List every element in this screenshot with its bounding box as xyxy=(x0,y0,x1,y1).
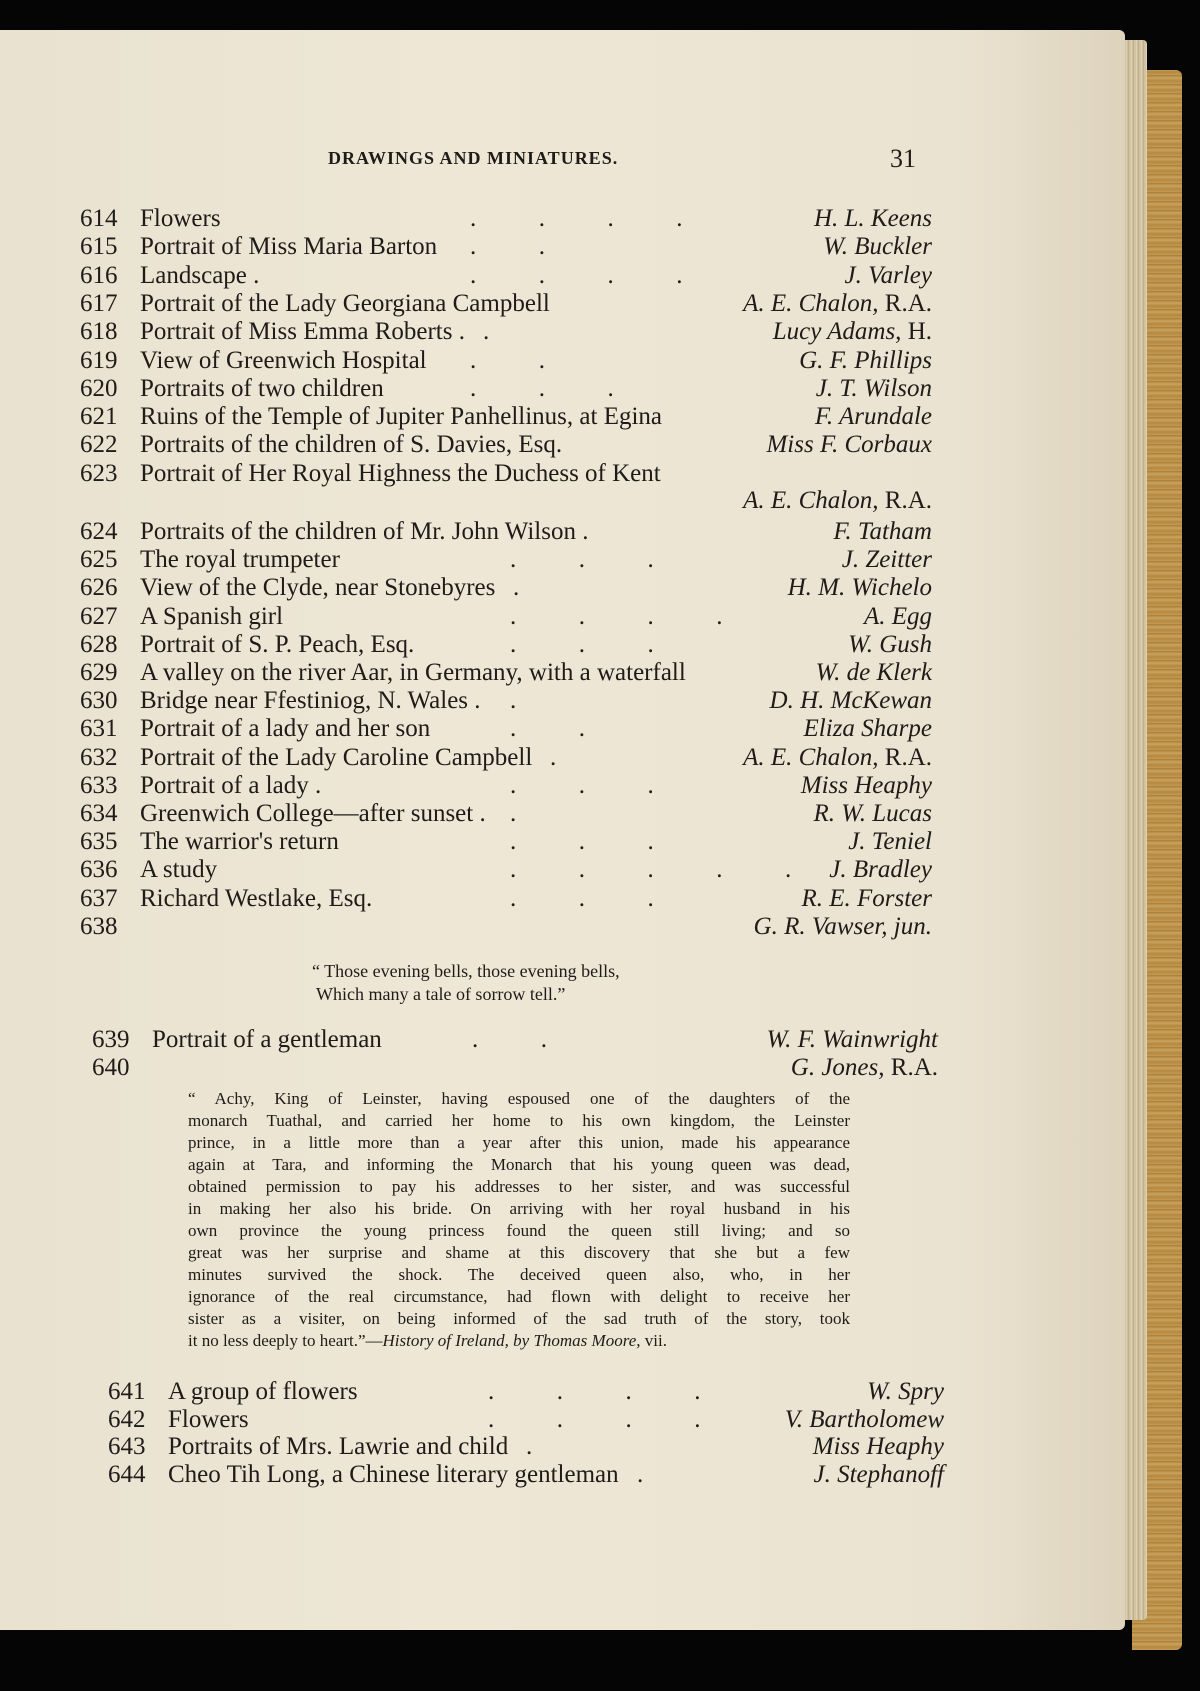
entry-title: View of the Clyde, near Stonebyres xyxy=(140,574,496,602)
entry-title: Ruins of the Temple of Jupiter Panhellinus, at Egina xyxy=(140,403,663,431)
leader-dots: . . . xyxy=(510,630,654,658)
entry-number: 637 xyxy=(80,884,118,912)
entry-number: 628 xyxy=(80,630,118,658)
catalogue-entry xyxy=(80,913,932,941)
entry-artist: J. Zeitter xyxy=(841,546,932,574)
entry-artist: Eliza Sharpe xyxy=(803,715,932,743)
catalogue-entry xyxy=(80,431,932,459)
page-stack-edge xyxy=(1125,40,1147,1620)
catalogue-entry xyxy=(108,1433,944,1461)
entry-number: 642 xyxy=(108,1405,146,1433)
entry-number: 639 xyxy=(92,1026,130,1053)
entry-number: 615 xyxy=(80,233,118,261)
page-number: 31 xyxy=(890,144,916,173)
leader-dots: . . xyxy=(470,346,545,374)
leader-dots: . . xyxy=(470,233,545,261)
entry-number: 630 xyxy=(80,687,118,715)
leader-dots: . . xyxy=(472,1026,547,1053)
catalogue-entry xyxy=(108,1378,944,1406)
prose-line: obtained permission to pay his addresses to her sister, and was successful xyxy=(188,1177,850,1196)
entry-title: Portraits of two children xyxy=(140,374,384,402)
entry-artist: J. Stephanoff xyxy=(813,1460,944,1488)
entry-title: A valley on the river Aar, in Germany, with a waterfall xyxy=(140,659,686,686)
leader-dots: . . xyxy=(510,715,585,743)
entry-title: The royal trumpeter xyxy=(140,546,340,574)
entry-number: 624 xyxy=(80,518,118,545)
catalogue-entry xyxy=(80,744,932,772)
catalogue-entry xyxy=(80,233,932,261)
entry-artist: A. E. Chalon, R.A. xyxy=(743,487,932,514)
leader-dots: . . . xyxy=(510,828,654,856)
entry-number: 640 xyxy=(92,1054,130,1081)
catalogue-entry xyxy=(80,347,932,375)
leader-dots: . . . . xyxy=(470,205,683,232)
verse-line: Which many a tale of sorrow tell.” xyxy=(316,984,566,1004)
catalogue-entry xyxy=(80,375,932,403)
entry-title: Portrait of a lady . xyxy=(140,771,322,799)
leader-dots: . . . xyxy=(510,546,654,574)
prose-line: own province the young princess found the queen still living; and so xyxy=(188,1221,850,1240)
catalogue-entry xyxy=(80,574,932,602)
citation: History of Ireland, by Thomas Moore, xyxy=(382,1331,641,1350)
entry-artist: J. Teniel xyxy=(848,828,932,856)
catalogue-entry xyxy=(80,318,932,346)
catalogue-entry xyxy=(108,1406,944,1434)
entry-number: 622 xyxy=(80,431,118,459)
entry-number: 618 xyxy=(80,318,118,346)
entry-number: 638 xyxy=(80,912,118,940)
catalogue-entry xyxy=(80,403,932,431)
catalogue-entry xyxy=(80,772,932,800)
entry-number: 621 xyxy=(80,403,118,431)
entry-number: 635 xyxy=(80,828,118,856)
leader-dots: . . . . xyxy=(470,261,683,289)
entry-artist: G. R. Vawser, jun. xyxy=(753,912,932,940)
leader-dots: . . . . xyxy=(488,1405,701,1433)
leader-dots: . . . . . xyxy=(510,856,792,884)
entry-number: 644 xyxy=(108,1460,146,1488)
entry-title: Portrait of the Lady Georgiana Campbell xyxy=(140,289,550,317)
entry-title: Portrait of Miss Maria Barton xyxy=(140,233,438,261)
entry-artist: D. H. McKewan xyxy=(769,687,932,715)
catalogue-entry xyxy=(80,290,932,318)
entry-number: 643 xyxy=(108,1433,146,1460)
entry-title: Richard Westlake, Esq. xyxy=(140,884,373,912)
leader-dots: . xyxy=(510,800,517,827)
catalogue-entry xyxy=(80,262,932,290)
entry-number: 616 xyxy=(80,261,118,289)
entry-artist: Miss Heaphy xyxy=(812,1433,944,1460)
entry-artist: F. Arundale xyxy=(814,403,932,431)
prose-line: minutes survived the shock. The deceived queen also, who, in her xyxy=(188,1265,850,1284)
entry-artist: V. Bartholomew xyxy=(784,1405,944,1433)
entry-artist: W. Spry xyxy=(867,1378,944,1405)
prose-line: prince, in a little more than a year after this union, made his appearance xyxy=(188,1133,850,1152)
entry-number: 625 xyxy=(80,546,118,574)
entry-title: A study xyxy=(140,856,218,884)
prose-line: in making her also his bride. On arriving with her royal husband in his xyxy=(188,1199,850,1218)
entry-title: Flowers xyxy=(140,205,221,232)
entry-artist: H. L. Keens xyxy=(813,205,932,232)
entry-title: Portraits of Mrs. Lawrie and child xyxy=(168,1433,509,1460)
entry-artist: R. E. Forster xyxy=(801,884,932,912)
entry-number: 626 xyxy=(80,574,118,602)
leader-dots: . . . xyxy=(510,771,654,799)
entry-title: Portraits of the children of S. Davies, Esq. xyxy=(140,431,563,459)
leader-dots: . . . xyxy=(510,884,654,912)
prose-quotation xyxy=(188,1088,850,1352)
catalogue-entry xyxy=(80,631,932,659)
entry-number: 620 xyxy=(80,374,118,402)
entry-artist: Miss Heaphy xyxy=(800,771,932,799)
entry-number: 633 xyxy=(80,771,118,799)
catalogue-entry xyxy=(80,460,932,488)
catalogue-entry xyxy=(80,800,932,828)
entry-title: Bridge near Ffestiniog, N. Wales . xyxy=(140,687,481,715)
entry-number: 623 xyxy=(80,459,118,487)
entry-title: View of Greenwich Hospital xyxy=(140,346,427,374)
entry-title: Portrait of Her Royal Highness the Duchess of Kent xyxy=(140,459,661,487)
entry-title: Landscape . xyxy=(140,261,260,289)
entry-artist: G. F. Phillips xyxy=(799,346,932,374)
catalogue-entry xyxy=(80,205,932,233)
entry-artist: J. Varley xyxy=(844,261,932,289)
prose-lines xyxy=(188,1088,850,1330)
entry-title: Cheo Tih Long, a Chinese literary gentleman xyxy=(168,1460,619,1488)
catalogue-entry xyxy=(80,603,932,631)
entry-artist: J. Bradley xyxy=(829,856,932,884)
entry-number: 627 xyxy=(80,602,118,630)
entry-artist: G. Jones, R.A. xyxy=(790,1054,938,1081)
catalogue-entry xyxy=(80,828,932,856)
entry-artist: F. Tatham xyxy=(833,518,932,545)
leader-dots: . xyxy=(637,1460,644,1488)
entry-artist: W. Gush xyxy=(848,630,932,658)
entry-artist: W. F. Wainwright xyxy=(766,1026,938,1053)
entry-number: 634 xyxy=(80,800,118,827)
catalogue-entry xyxy=(80,856,932,884)
verse-quotation xyxy=(312,960,620,1006)
entry-artist: W. Buckler xyxy=(823,233,932,261)
entry-number: 632 xyxy=(80,743,118,771)
entry-title: Greenwich College—after sunset . xyxy=(140,800,486,827)
leader-dots: . . . . xyxy=(488,1378,701,1405)
prose-line: sister as a visiter, on being informed of the sad truth of the story, took xyxy=(188,1309,850,1328)
entry-number: 619 xyxy=(80,346,118,374)
catalogue-entry xyxy=(92,1054,938,1082)
catalogue-entry xyxy=(80,715,932,743)
catalogue-entry xyxy=(92,1026,938,1054)
entry-artist: A. Egg xyxy=(863,602,932,630)
entry-artist: A. E. Chalon, R.A. xyxy=(743,743,932,771)
entry-title: A Spanish girl xyxy=(140,602,284,630)
entry-artist: Miss F. Corbaux xyxy=(766,431,932,459)
entry-title: Portrait of S. P. Peach, Esq. xyxy=(140,630,415,658)
prose-last-line: it no less deeply to heart.”—History of Ireland, by Thomas Moore, vii. xyxy=(188,1331,667,1350)
catalogue-entry xyxy=(108,1461,944,1489)
page-header xyxy=(0,144,1125,180)
entry-artist: Lucy Adams, H. xyxy=(772,318,932,346)
entry-title: Portrait of a lady and her son xyxy=(140,715,431,743)
entry-number: 641 xyxy=(108,1378,146,1405)
entry-number: 631 xyxy=(80,715,118,743)
entry-title: A group of flowers xyxy=(168,1378,358,1405)
catalogue-entry-623-artist-line xyxy=(80,487,932,515)
leader-dots: . xyxy=(550,743,557,771)
leader-dots: . xyxy=(526,1433,533,1460)
entry-artist: R. W. Lucas xyxy=(813,800,932,827)
entry-artist: H. M. Wichelo xyxy=(787,574,932,602)
leader-dots: . . . xyxy=(470,374,614,402)
prose-line: again at Tara, and informing the Monarch that his young queen was dead, xyxy=(188,1155,850,1174)
entry-title: Flowers xyxy=(168,1405,249,1433)
entry-number: 614 xyxy=(80,205,118,232)
prose-line: great was her surprise and shame at this discovery that she but a few xyxy=(188,1243,850,1262)
prose-line: monarch Tuathal, and carried her home to his own kingdom, the Leinster xyxy=(188,1111,850,1130)
catalogue-entry xyxy=(80,546,932,574)
entry-number: 617 xyxy=(80,289,118,317)
entry-artist: J. T. Wilson xyxy=(815,374,932,402)
entry-title: Portrait of the Lady Caroline Campbell xyxy=(140,743,533,771)
catalogue-entry xyxy=(80,885,932,913)
entry-number: 629 xyxy=(80,659,118,686)
catalogue-entry xyxy=(80,659,932,687)
leader-dots: . xyxy=(510,687,517,715)
prose-line: ignorance of the real circumstance, had flown with delight to receive her xyxy=(188,1287,850,1306)
catalogue-entry xyxy=(80,687,932,715)
entry-number: 636 xyxy=(80,856,118,884)
leader-dots: . xyxy=(513,574,520,602)
leader-dots: . xyxy=(483,318,490,346)
verse-line: “ Those evening bells, those evening bells, xyxy=(312,961,620,981)
running-title: DRAWINGS AND MINIATURES. xyxy=(328,148,619,168)
entry-title: Portraits of the children of Mr. John Wilson . xyxy=(140,518,589,545)
entry-artist: W. de Klerk xyxy=(815,659,932,686)
entry-title: The warrior's return xyxy=(140,828,339,856)
prose-line: “ Achy, King of Leinster, having espoused one of the daughters of the xyxy=(188,1089,850,1108)
leader-dots: . . . . xyxy=(510,602,723,630)
entry-artist: A. E. Chalon, R.A. xyxy=(743,289,932,317)
entry-title: Portrait of Miss Emma Roberts . xyxy=(140,318,465,346)
catalogue-entry xyxy=(80,518,932,546)
entry-title: Portrait of a gentleman xyxy=(152,1026,382,1053)
